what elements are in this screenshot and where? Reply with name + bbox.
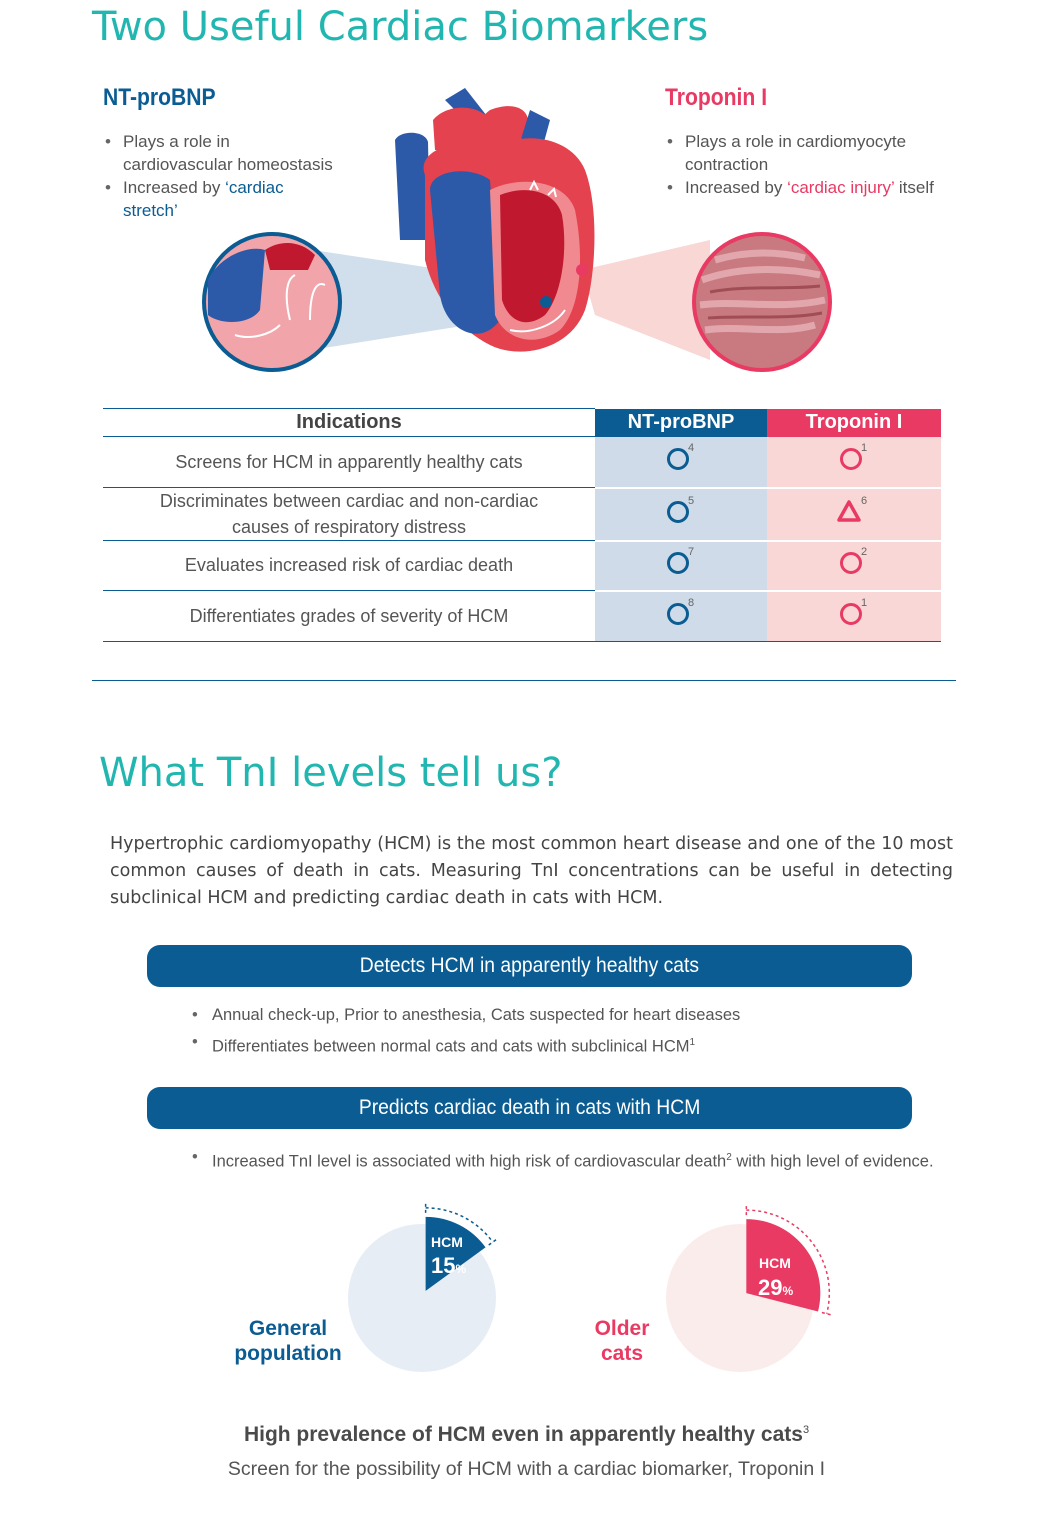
footer-subline: Screen for the possibility of HCM with a cardiac biomarker, Troponin I xyxy=(227,1458,826,1480)
footer-headline xyxy=(0,1423,1053,1447)
table-row xyxy=(103,488,941,541)
circle-mark-icon xyxy=(834,596,874,627)
reference-number: 7 xyxy=(688,546,695,558)
circle-mark-icon xyxy=(661,596,701,627)
header-ntprobnp: NT-proBNP xyxy=(595,409,767,437)
bullet-text: Differentiates between normal cats and cats with subclinical HCM xyxy=(212,1037,690,1056)
circle-mark-icon xyxy=(661,546,701,576)
detects-hcm-bullets xyxy=(190,1002,740,1061)
ntprobnp-cell xyxy=(595,541,767,591)
bullet-suffix: itself xyxy=(894,178,934,197)
table-row xyxy=(103,591,941,642)
bullet-text: with high level of evidence. xyxy=(731,1152,934,1171)
section-divider xyxy=(92,680,956,681)
reference-number: 1 xyxy=(689,1037,696,1048)
pie-value: 15% xyxy=(431,1253,467,1278)
list-item xyxy=(190,1002,740,1029)
troponin-title: Troponin I xyxy=(665,84,768,111)
bullet-prefix: Increased by xyxy=(685,178,788,197)
ntprobnp-cell xyxy=(595,437,767,488)
ntprobnp-marker-dot xyxy=(540,296,552,308)
vessel-left-icon xyxy=(395,133,430,240)
circle-mark-icon xyxy=(834,546,874,576)
detects-hcm-banner xyxy=(147,945,912,987)
pie-label-line: cats xyxy=(600,1342,644,1365)
banner-text: Predicts cardiac death in cats with HCM xyxy=(358,1096,701,1119)
indication-cell: Screens for HCM in apparently healthy cats xyxy=(103,437,595,488)
reference-number: 1 xyxy=(861,596,868,609)
list-item xyxy=(190,1029,740,1061)
reference-number: 4 xyxy=(688,442,695,454)
table-row xyxy=(103,541,941,591)
ntprobnp-title: NT-proBNP xyxy=(103,84,216,111)
reference-number: 5 xyxy=(688,494,695,507)
troponin-cell xyxy=(767,591,941,642)
troponin-cell xyxy=(767,541,941,591)
indication-cell: Differentiates grades of severity of HCM xyxy=(103,591,595,642)
pie-older xyxy=(645,1195,845,1395)
pie-value: 29% xyxy=(758,1275,794,1300)
heart-illustration xyxy=(190,80,850,380)
circle-mark-icon xyxy=(661,494,701,525)
banner-text: Detects HCM in apparently healthy cats xyxy=(359,954,700,977)
predicts-death-banner xyxy=(147,1087,912,1129)
indication-cell: Evaluates increased risk of cardiac death xyxy=(103,541,595,591)
table-row xyxy=(103,437,941,488)
circle-mark-icon xyxy=(661,442,701,472)
pie-label-line: General xyxy=(248,1317,328,1340)
indication-line: Discriminates between cardiac and non-cardiac xyxy=(159,491,539,511)
predicts-death-bullets xyxy=(190,1144,934,1176)
pie-label-line: population xyxy=(234,1342,342,1365)
reference-number: 6 xyxy=(861,494,868,507)
header-indications: Indications xyxy=(103,409,595,437)
ntprobnp-cell xyxy=(595,488,767,541)
troponin-marker-dot xyxy=(576,264,588,276)
intro-paragraph: Hypertrophic cardiomyopathy (HCM) is the most common heart disease and one of the 10 most common causes of death in cats. Measuring TnI concentrations can be useful in detecting subclinical HCM and predicting cardiac death in cats with HCM. xyxy=(110,834,953,908)
reference-number: 3 xyxy=(802,1424,810,1436)
reference-number: 2 xyxy=(726,1152,732,1163)
troponin-cell xyxy=(767,488,941,541)
injury-zoom-cone xyxy=(582,240,710,360)
reference-number: 2 xyxy=(861,546,868,558)
list-item xyxy=(190,1144,934,1176)
bullet-text: Increased TnI level is associated with high risk of cardiovascular death xyxy=(212,1152,727,1171)
highlight-cardiac-stretch: ‘cardiac stretch’ xyxy=(123,178,284,220)
troponin-cell xyxy=(767,437,941,488)
footer-headline-text: High prevalence of HCM even in apparently healthy cats xyxy=(243,1423,803,1446)
section-title-biomarkers: Two Useful Cardiac Biomarkers xyxy=(92,4,709,50)
reference-number: 1 xyxy=(861,442,868,454)
troponin-bullet-role: • Plays a role in cardiomyocyte contraction xyxy=(665,130,945,176)
pie-slice-label: HCM xyxy=(759,1255,791,1271)
ntprobnp-cell xyxy=(595,591,767,642)
circle-mark-icon xyxy=(834,442,874,472)
indication-line: causes of respiratory distress xyxy=(231,517,467,537)
indications-table xyxy=(103,408,941,642)
bullet-text: Annual check-up, Prior to anesthesia, Cats suspected for heart diseases xyxy=(212,1006,741,1024)
pie-slice-label: HCM xyxy=(431,1234,463,1250)
pie-general xyxy=(330,1195,530,1395)
pie-label-line: Older xyxy=(594,1317,650,1340)
section-title-tni: What TnI levels tell us? xyxy=(99,750,563,796)
reference-number: 8 xyxy=(688,596,695,609)
ntprobnp-bullet-role: • Plays a role in cardiovascular homeostasis xyxy=(103,130,343,176)
header-troponin: Troponin I xyxy=(767,409,941,437)
triangle-mark-icon xyxy=(834,494,874,525)
indication-cell xyxy=(103,488,595,541)
bullet-prefix: Increased by xyxy=(123,178,226,197)
highlight-cardiac-injury: ‘cardiac injury’ xyxy=(787,178,895,197)
